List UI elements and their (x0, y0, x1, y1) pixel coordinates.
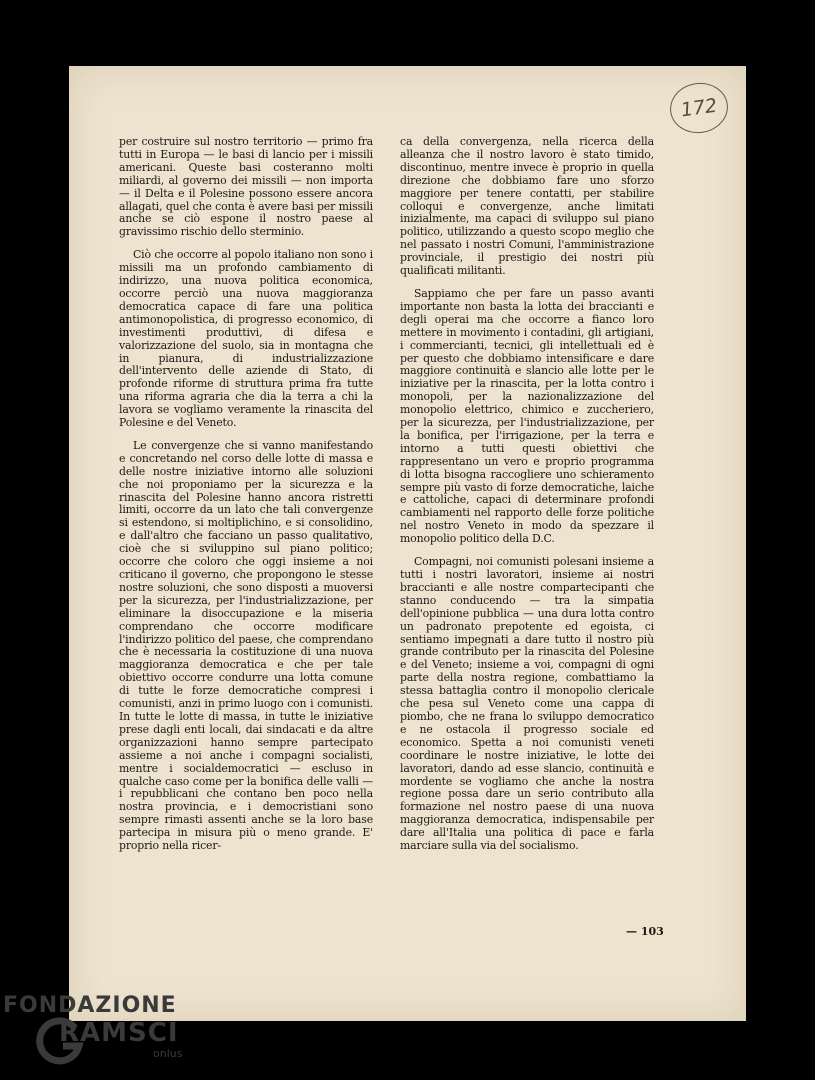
handwritten-page-annotation: 172 (667, 79, 731, 137)
page-number: — 103 (626, 925, 664, 938)
paragraph: Le convergenze che si vanno manifestando e concretando nel corso delle lotte di massa e delle nostre iniziative intorno alle soluzioni che noi proponiamo per la sicurezza e la rinascita del Polesine hanno ancora ristretti limiti, occorre da un lato che tali convergenze si estendono, si moltiplichino, e si consolidino, e dall'altro che facciano un passo qualitativo, cioè che si sviluppino sul piano politico; occorre che coloro che oggi insieme a noi criticano il governo, che propongono le stesse nostre soluzioni, che sono disposti a muoversi per la sicurezza, per l'industrializzazione, per eliminare la disoccupazione e la miseria comprendano che occorre modificare l'indirizzo politico del paese, che comprendano che è necessaria la costituzione di una nuova maggioranza democratica e che per tale obiettivo occorre condurre una lotta comune di tutte le forze democratiche compresi i comunisti, anzi in primo luogo con i comunisti. In tutte le lotte di massa, in tutte le iniziative prese dagli enti locali, dai sindacati e da altre organizzazioni hanno sempre partecipato assieme a noi anche i compagni socialisti, mentre i socialdemocratici — escluso in qualche caso come per la bonifica delle valli — i repubblicani che contano ben poco nella nostra provincia, e i democristiani sono sempre rimasti assenti anche se la loro base partecipa in misura più o meno grande. E' proprio nella ricer- (119, 438, 373, 853)
paragraph: ca della convergenza, nella ricerca della alleanza che il nostro lavoro è stato timido, discontinuo, mentre invece è proprio in quella direzione che dobbiamo fare uno sforzo maggiore per tenere contatti, per stabilire colloqui e convergenze, anche limitati inizialmente, ma capaci di sviluppo sul piano politico, utilizzando a questo scopo meglio che nel passato i nostri Comuni, l'amministrazione provinciale, il prestigio dei nostri più qualificati militanti. (400, 135, 654, 278)
document-page (69, 66, 746, 1021)
left-column (119, 136, 373, 863)
fondazione-gramsci-watermark (3, 990, 203, 1070)
paragraph: Sappiamo che per fare un passo avanti importante non basta la lotta dei braccianti e degli operai ma che occorre a fianco loro mettere in movimento i contadini, gli artigiani, i commercianti, tecnici, gli intellettuali ed è per questo che dobbiamo intensificare e dare maggiore continuità e slancio alle lotte per le iniziative per la rinascita, per la lotta contro i monopoli, per la nazionalizzazione del monopolio elettrico, chimico e zuccheriero, per la sicurezza, per l'industrializzazione, per la bonifica, per l'irrigazione, per la terra e intorno a tutti questi obiettivi che rappresentano un vero e proprio programma di lotta bisogna raccogliere uno schieramento sempre più vasto di forze democratiche, laiche e cattoliche, capaci di determinare profondi cambiamenti nel rapporto delle forze politiche nel nostro Veneto in modo da spezzare il monopolio politico della D.C. (400, 286, 654, 546)
right-column (400, 136, 654, 863)
paragraph: Compagni, noi comunisti polesani insieme a tutti i nostri lavoratori, insieme ai nostri braccianti e alle nostre compartecipanti che stanno conducendo — tra la simpatia dell'opinione pubblica — una dura lotta contro un padronato prepotente ed egoista, ci sentiamo impegnati a dare tutto il nostro più grande contributo per la rinascita del Polesine e del Veneto; insieme a voi, compagni di ogni parte della nostra regione, combattiamo la stessa battaglia contro il monopolio clericale che pesa sul Veneto come una cappa di piombo, che ne frana lo sviluppo democratico e ne ostacola il progresso sociale ed economico. Spetta a noi comunisti veneti coordinare le nostre iniziative, le lotte dei lavoratori, dando ad esse slancio, continuità e mordente se vogliamo che anche la nostra regione possa dare un serio contributo alla formazione nel nostro paese di una nuova maggioranza democratica, indispensabile per dare all'Italia una politica di pace e farla marciare sulla via del socialismo. (400, 555, 654, 853)
paragraph: per costruire sul nostro territorio — primo fra tutti in Europa — le basi di lancio per i missili americani. Queste basi costeranno molti miliardi, al governo dei missili — non importa — il Delta e il Polesine possono essere ancora allagati, quel che conta è avere basi per missili anche se ciò espone il nostro paese al gravissimo rischio dello sterminio. (119, 135, 373, 239)
watermark-line-3: onlus (153, 1047, 183, 1060)
watermark-line-1: FONDAZIONE (3, 993, 177, 1018)
paragraph: Ciò che occorre al popolo italiano non sono i missili ma un profondo cambiamento di indirizzo, una nuova politica economica, occorre perciò una nuova maggioranza democratica capace di fare una politica antimonopolistica, di progresso economico, di investimenti produttivi, di difesa e valorizzazione del suolo, sia in montagna che in pianura, di industrializzazione dell'intervento delle aziende di Stato, di profonde riforme di struttura prima fra tutte una riforma agraria che dia la terra a chi la lavora se vogliamo veramente la rinascita del Polesine e del Veneto. (119, 248, 373, 430)
watermark-line-2: RAMSCI (59, 1018, 179, 1048)
